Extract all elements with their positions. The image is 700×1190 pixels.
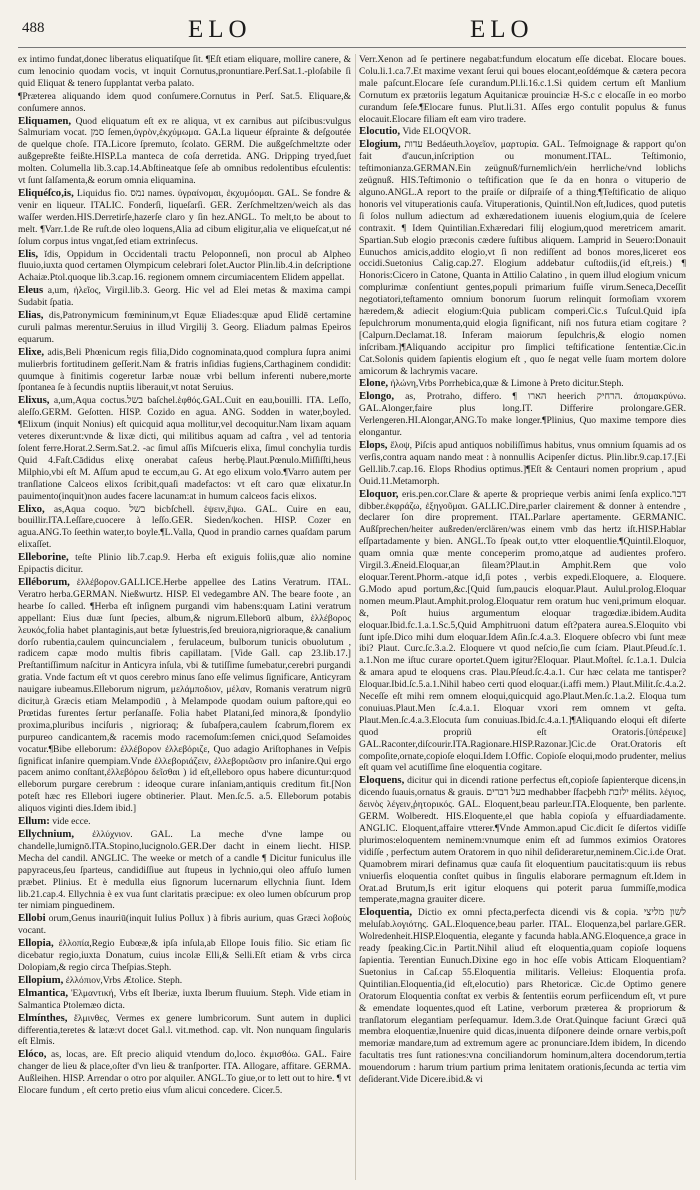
entry-text: a,um, ἠλεῖος, Virgil.lib.3. Georg. Hic vel ad Elei metas & maxima campi Sudabit ſpatia. xyxy=(18,285,351,309)
dictionary-entry xyxy=(18,1049,351,1097)
headword: Elis, xyxy=(18,247,39,260)
entry-text: ἕλμινθες, Vermes ex genere lumbricorum. Sunt autem in duplici differentia,teretes & latæ:vt docet Gal.l. vit.method. cap. vlt. Non nunquam ſingularis eſt Elmis. xyxy=(18,1012,351,1048)
entry-text: ex intimo fundat,donec liberatus eliquatiſque ſit. ¶Eſt etiam eliquare, mollire canere, & cum lenocinio quodam vocis, vt inquit Cornutus,pronuntiare.Perſ.Sat.1.-ploſabile ſi quid Eliquat & tenero ſupplantat verba palato. xyxy=(18,54,351,89)
entry-text: ἐλλοπία,Regio Eubœæ,& ipſa inſula,ab Ellope Iouis filio. Sic etiam ſic dicebatur regio,iuxta Donatum, cuius incolæ Elli,& Selli.Eſt etiam & vrbs circa Dolopiam,& regio circa Theſpias.Steph. xyxy=(18,938,351,973)
dictionary-entry xyxy=(18,310,351,346)
headword: Elmantica, xyxy=(18,986,69,999)
entry-text: Dictio ex omni pfecta,perfecta dicendi vis & copia. לשון מליצי meluſab.λογιότης. GAL.Eloquence,beau parler. ITAL. Eloquenza,bel parlare.GER. Wolredenheit.HISP.Eloquentia, elegante y facunda habla.ANG.Eloquence,a grace in ready ſpeaking.Cic.in Partit.Nihil aliud eſt eloquentia,quam copioſe loquens ſapientia. Terentian Eunuch.Dixine ego in hoc eſſe vobis Atticam Eloquentiam? Suetonius in Caſ.cap 55.Eloquentia militaris. Velleius: Eloquentia profa. Quintilian.Eloquentia,(id eſt,elocutio) pars Rhetoricæ. Cic.de Optimo genere Oratorum Eloquentia conſtat ex verbis & ſententiis eorum perfiicendum eſt, vt pure & emendate loquentes,quod eſt Latine, verborum præterea & propriorum & tranſlatorum elegantiam perſequamur. Idem.3.de Orat.Quinque faciunt Græci quā membra eloquentiæ,Inuenire quid dicas,inuenta diſponere deinde ornare verbis,poſt memoriæ mandare,tum ad extremum agere ac pronunciare.Idem ibidem, In dicendo facultatis tres ſunt rationes:vna conciliandorum hominum,altera docendorum,tertia mouendorum : harum trium partium prima lenitatem orationis,ſecunda ac tertia vim deſiderant.Vide Dicere.ibid.& vi xyxy=(359,907,686,1086)
entry-text: ἔλοψ, Piſcis apud antiquos nobiliſſimus habitus, vnus omnium ſquamis ad os verſis,contra aquam nando meat : à nonnullis Acipenſer dictus. Plin.libr.9.cap.17.[Ei Gell.lib.7.cap.16. Elops Rhodius optimus.]¶Eſt & Centauri nomen proprium , apud Ouid.11.Metamorph. xyxy=(359,440,686,487)
dictionary-entry xyxy=(18,913,351,937)
headword: Elongo, xyxy=(359,390,395,403)
entry-text: ĭdis, Oppidum in Occidentali tractu Peloponneſi, non procul ab Alpheo fluuio,iuxta quod certamen Olympicum celebrari ſolet.Auctor Plin.lib.4.in deſcriptione Achaiæ.Ptol.quoque lib.3.cap.16. regionem omnem circumiacentem Elidem appellat. xyxy=(18,248,351,284)
headword: Elops, xyxy=(359,439,388,451)
dictionary-entry xyxy=(359,391,686,439)
dictionary-entry xyxy=(359,378,686,390)
entry-text: Verr.Xenon ad ſe pertinere negabat:fundum elocatum eſſe dicebat. Elocare boues. Colu.li.1.ca.7.Et maxime vexant ſerui qui boues elocant,eoſdémque & cætera pecora male paſcunt.Elocare ſeſe curandum.Pl.li.16.c.1.Si quidem certum eſt Manlium Cornutum ex prætoriis legatum Aquitanicæ prouinciæ H-S.c c elocaſſe in eo morbo curandum ſeſe.¶Elocare funus. Plut.li.31. Aſſes ergo contulit populus & funus elocauit.Elocare filiam eſt eam viro tradere. xyxy=(359,54,686,125)
entry-text: as, locas, are. Eſt precio aliquid vtendum do,loco. ἐκμισθόω. GAL. Faire changer de lieu & place,oſter d'vn lieu & tranſporter. ITA. Allogare, affitare. GERMA. Außleihen. HISP. Arrendar o otro por alquiler. ANGL.To giue,or to lett out to hire. ¶ vt Elocare fundum , eſt certo pretio eius vſum alicui concedere. Cicer.5. xyxy=(18,1049,351,1097)
headword: Elixo, xyxy=(18,502,45,515)
dictionary-entry xyxy=(359,907,686,1086)
running-head-right: ELO xyxy=(470,16,534,43)
dictionary-entry xyxy=(18,54,351,90)
dictionary-entry xyxy=(359,775,686,906)
headword: Eleus xyxy=(18,284,44,297)
column-divider xyxy=(355,54,356,1180)
page-number: 488 xyxy=(22,20,45,36)
right-column xyxy=(359,54,686,1180)
dictionary-entry xyxy=(18,577,351,815)
entry-text: Quod eliquatum eſt ex re aliqua, vt ex carnibus aut piſcibus:vulgus Salmuriam vocat. סמן ſemen,ὑγρὸν,ἐκχύμωμα. GA.La liqueur éſprainte & deſgoutée de quelque choſe. ITA.Licore ſpremuto, ſcolato. GERM. Die außgeſchmeltzte oder außgepreßte feißte.HISP.La manteca de coſa derretida. ANG. Dripping tryed,ſuet molten. Columella lib.3.cap.14.Abſtineatque ſeſe ab omnibus redolentibus eſculentis: vt ſunt ſalſamenta,& eorum omnia eliquamina. xyxy=(18,115,351,187)
dictionary-entry xyxy=(18,395,351,502)
entry-text: ¶Præterea aliquando idem quod conſumere.Cornutus in Perſ. Sat.5. Eliquare,& conſumere annos. xyxy=(18,90,351,114)
entry-text: ἐλλόπιον,Vrbs Ætolice. Steph. xyxy=(65,974,183,986)
dictionary-entry xyxy=(18,988,351,1012)
entry-text: vide ecce. xyxy=(52,816,91,828)
entry-text: ἑλλέβορον.GALLICE.Herbe appellee des Latins Veratrum. ITAL. Veratro herba.GERMAN. Nießwurtz. HISP. El vedegambre AN. The beare foote , an hearbe ſo called. ¶Herba eſt inſignem purgandi vim habens:quam Latini veratrum appellant: Eius duæ ſunt ſpecies, album,& nigrum.Elleborū album, ἑλλέβορος λευκός,folia habet plantaginis,aut betæ ſyluestris,ſed breuiora,nigrioraque,& canalium dorſo rubentia,caulem quincuncialem , ferulaceum, bulborum tunicis obuolutum , radicem capæ modo multis fibris capillatam. [Vide Gall. cap 23.lib.17.] Preſtantiſſimum naſcitur in Anticyra inſula, vbi & tutiſſime ſumebatur,cerebri purgandi gratia. Vnde factum eſt vt quos cerebro minus ſano eſſe velimus ſignificare, Anticyram nauigare iubeamus.Elleborum nigrum, μελάμποδιον, μέλαν, Romanis veratrum nigrū dicitur,à Græcis etiam Melampodiū , à Melampode quodam ouium paſtore,qui eo Prœtidas furentes ſertur perſanaſſe. Folia habet Platani,ſed minora,& ſpondylio proxima,pluribus inciſuris , nigrioraq; & ſubaſpera,caulem ſcabrum,florem ex purpureo candicantem,& racemis modo racemoſum:ſemen cnici,quod Seſamoides vocatur.¶Bibe elleborum: ἐλλέβορον ἐλλεβόριζε, Quo adagio Ariſtophanes in Veſpis ſignificat inſanire quempiam.Vnde ἐλλεβοριάζειν, ἐλλεβοριῶσιν pro inſanire.Qui ergo pacem animo conſtant,ἐλλεβόρου δεῖσθαι ) id eſt,elleboro opus habere dicuntur:quod elleborum purgare cerebrum : ideoque curare inſaniam,antiquis creditum fit.[Non poteſt hæc res Ellebori iugere obtinerier. Plaut. Men.ſc.5. a.5. Elleborum potabis aliquos viginti dies.Idem ibid.] xyxy=(18,576,351,815)
entry-text: orum,Genus inauriū(inquit Iulius Pollux ) à fibris aurium, quas Græci λοβοὺς vocant. xyxy=(18,913,351,937)
headword: Ellopium, xyxy=(18,973,64,986)
dictionary-entry xyxy=(359,126,686,138)
entry-text: dicitur qui in dicendi ratione perfectus eſt,copioſe ſapienterque dicens,in dicendo ſuauis,ornatus & grauis. בעל דברים medhabber ſfacþebh ילזבת mélits. λέγιος, δεινὸς λέγειν,ῥητορικός. GAL. Eloquent,beau parleur.ITA.Eloquente, ben parlente. GERM. Wolberedt. HIS.Eloquente,el que habla copioſa y eſfuardiadamente. ANGLIC. Eloquent,affaire vtterer.¶Vnde Ammon.apud Cic.dicit ſe diſertos vidiſſe plurimos:eloquentem neminem:vnumque enim eſt ad ſummos eximios Oratores vidiſſe , perfectum autem Oratorem in quo nihil deſideraretur,neminem.Cic.i.de Orat. Quamobrem mirari definamus quæ cauſa ſit eloquentium paucitatis:quum iis rebus vniuerſis eloquentia conſtet quibus in ſingulis elaborare permagnum eſt.Idem in Orat.ad Brutum,Is erit igitur eloquens qui poterit parua ſummiſſe,modica temperate,magna grauiter dicere. xyxy=(359,775,686,906)
dictionary-entry xyxy=(18,116,351,187)
entry-text: ἠλώνη,Vrbs Porrhebica,quæ & Limone à Preto dicitur.Steph. xyxy=(390,378,624,390)
headword: Elleborine, xyxy=(18,551,69,564)
headword: Eliquéſco,is, xyxy=(18,186,74,199)
headword: Elone, xyxy=(359,377,389,390)
headword: Eloquens, xyxy=(359,774,405,787)
headword: Elixe, xyxy=(18,345,45,358)
dictionary-entry xyxy=(359,139,686,377)
headword: Elixus, xyxy=(18,394,50,407)
headword: Elogium, xyxy=(359,138,401,151)
dictionary-entry xyxy=(18,504,351,552)
headword: Ellobi xyxy=(18,912,46,925)
dictionary-entry xyxy=(18,285,351,309)
entry-text: adis,Beli Phœnicum regis filia,Dido cognominata,quod complura ſupra animi mulierbris fortitudinem geſſerit.Nam & fratris inſidias fugiens,Carthaginem condidit: quumque à finitimis cogeretur Iarbæ nouæ vrbi bellum inferenti nubere,morte ſpontanea ſe à ſecundis nuptiis liberauit,vt notat Seruius. xyxy=(18,346,351,394)
headword: Elias, xyxy=(18,309,44,322)
headword: Eloquentia, xyxy=(359,906,413,919)
headword: Elléborum, xyxy=(18,575,70,588)
dictionary-entry xyxy=(359,54,686,125)
dictionary-entry xyxy=(18,552,351,576)
dictionary-entry xyxy=(18,975,351,987)
dictionary-entry xyxy=(18,188,351,248)
dictionary-entry xyxy=(359,489,686,775)
dictionary-entry xyxy=(18,91,351,115)
entry-text: eris.pen.cor.Clare & aperte & proprieque verbis animi ſenſa explico.דבר dibber.ἐκφράζω, ἐξηγοῦμαι. GALLIC.Dire,parler clairement & donner à entendre , declarer ſon dire proprement. ITAL.Parlare apertamente. GERMANIC. Außſprechen/heiter außreden/erclären/was einem vmb das hertz iſt.HISP.Hablar eſſpartadamente y bien. ANGL.To ſpeak out,to vtter eloquentlie.¶Quintil.Eloquor, quam omnia quæ mente conceperim promo,atque ad audientes profero. Virgil.3.Æneid.Eloquar,an ſileam?Plaut.in Amphit.Rem que volo eloquar.Terent.Phorm.-atque id,ſi potes , verbis expedi.Eloquere, a. Eloquere. G.Modo apud portum,&c.[Quid ſum,paucis eloquar.Plaut. Aulul.prolog.Eloquar nomen meum.Plaut.Amphit.prolog.Eloquatur rem oratum huc veni,primum eloquar. &, Poſt huius argumentum eloquar tragœdiæ.ibidem.Audita eloquar.Ibid.fc.1.a.1.Sc.5,Quid Amphitruoni datum eſt?patera aurea.S.Eloquito vbi ſunt ipſe.Dico mihi dum eloquar.Idem Aſin.ſc.4.a.3. Eloquere obſecro vbi ſunt meæ ibi? Plaut. Curc.ſc.3.a.2. Eloquere vt quod neſcio,ſie cum ſciam. Plaut.Pſeud.ſc.1. a.1.Non me iſtuc curare oportet.Quem igitur?Eloquar. Plaut.Moſtel. ſc.1.a.1. Dulcia & amara apud te eloquens cras. Plau.Pſeud.ſc.4.a.1. Cur hæc celata me tantisper?Eloquar.Ibid.ſc.5.a.1.Nihil habeo certi quod eloquar.(i.affi mem.) Plaut.Milit.ſc.4.a.2. Neceſſe eſt mihi rem omnem eloqui,quicquid ago.Plaut.Men.ſc.1.a.2. Eloqua tum conuiuas.Plaut.Men ſc.4.a.1. Eloquar vxori rem omnem vt geſta. Plaut.Men.ſc.4.a.3.Elocuta ſum conuiuas.Ibid.ſc.4.a.1.]¶Aliquando eloqui eſt diſerte quod propriũ eſt Oratoris.[ὑπέρεικε] GAL.Raconter,diſcourir.ITA.Ragionare.HISP.Razonar.]Cic.de Orat.Oratoris eſt compoſite,ornate,copioſe eloqui.Idem I.Offic. Copioſe eloqui,modo prudenter, melius eſt quam vel acutiſſime ſine eloquentia cogitare. xyxy=(359,488,686,774)
entry-text: dis,Patronymicum fœmininum,vt Equæ Eliades:quæ apud Elidē certamine curuli palmas merentur.Seruius in illud Virgilij 3. Georg. Eliadum palmas Epeiros equarum. xyxy=(18,310,351,345)
left-column xyxy=(18,54,351,1180)
dictionary-entry xyxy=(18,1013,351,1049)
headword: Elóco, xyxy=(18,1048,47,1061)
dictionary-entry xyxy=(359,440,686,488)
entry-text: a,um,Aqua coctus.בשל baſchel.ἑφθός.GAL.Cuit en eau,bouilli. ITA. Leſſo, aleſſo.GERM. Geſotten. HISP. Cozido en agua. ANG. Sodden in water,boyled. ¶Elixum (inquit Nonius) eſt quicquid aqua mollitur,vel decoquitur.Nam lixam aquam veteres dixerunt:vnde & lixæ dicti, qui militibus aquam ad caſtra , vel ad tentoria ſolent ferre.Horat.2.Serm.Sat.2. -ac ſimul aſſis Miſcueris elixa, ſimul conchylia turdis Quid 4.Faſt.Cādidus elixę onerabat caſeus herbę.Plaut.Pœnulo.Miſſiſſti,heus Milphio,vbi eſt M. Aſſum apud te eccum,au G. At ego elixum volo.¶Varro autem per tranſlatione Calceos elixos ſcribit,quaſi madefactos: vt eſt caro quæ elixatur.In pauimento(inquit)non audes facere lacunam:at in humum calceos facis elixos. xyxy=(18,395,351,502)
entry-text: teſte Plinio lib.7.cap.9. Herba eſt exiguis foliis,quæ alio nomine Epipactis dicitur. xyxy=(18,552,351,576)
entry-text: Vide ELOQVOR. xyxy=(402,126,472,138)
headword: Ellychnium, xyxy=(18,828,75,840)
headword: Elmínthes, xyxy=(18,1011,68,1024)
headword: Eloquor, xyxy=(359,487,399,500)
dictionary-entry xyxy=(18,816,351,828)
entry-text: Ἐλμαντική, Vrbs eſt Iberiæ, iuxta Iberum fluuium. Steph. Vide etiam in Salmantica Ptolemæo dicta. xyxy=(18,987,351,1011)
headword: Elocutio, xyxy=(359,125,401,138)
dictionary-entry xyxy=(18,829,351,912)
entry-text: as,Aqua coquo. בשל bicbſchell. ἑψειν,ἕψω. GAL. Cuire en eau, bouillir.ITA.Leſſare,cuocere à leſſo.GER. Sieden/kochen. HISP. Cozer en agua.ANG.To ſeethin water,to boyle.¶L.Valla, Quod in prandio carnes quaſdam parum elixaſſet. xyxy=(18,503,351,551)
entry-text: עדות Bedáeuth.λογεῖον, μαρτυρία. GAL. Teſmoignage & rapport qu'on fait d'aucun,inſcription ou monument.ITAL. Teſtimonio, teſtimonianza.GERMAN.Ein zeügnuß/furnemlich/ein herrliche/vnd loblichs zeügnuß. HIS.Teſtimonio o teſtification que ſe da en honra o vituperio de alguno.ANGL.A report to the praiſe or diſpraiſe of a thing.¶Teſtificatio de aliquo honoris vel vituperationis cauſa. Vituperationis, Quintil.Non eſt,Iudices, quod putetis ſi ſolos nullum adiectum ad exhæredationem iuuenis elogium,quia de ſcelere contraxit. ¶ Idem Quintilian.Exhæredari filij elogium,quod meretricem amarit. Spartian.Sub elogio præconis cædere ſuſtibus aliquem. Lamprid in Seuero:Donauit Eunuchos amicis,addito elogio,vt ſi non rediſſent ad bonos mores,liceret eos occidi.Suetonius Calig.cap.27. Elogium addebatur cuſtodiis,(id eſt,reis.) ¶ Honoris:Cicero in Catone, Quanta in Attilio Calatino , in quem illud elogium vnicum complurimæ conſentiunt gentes,populi primarium fuiſſe virum.Seneca,Deceſſit negotiatori,teſtamento omnium bonorum ſuorum relinquit ſormoſiam vxorem hæredem,& adiecit elogium:Quia publicam comperi.Cic.s Tuſcul.Quid ipſa ſepulchrorum monumenta,quid elogia ſignificant, niſi nos futura etiam cogitare ? [Calpurn.Declamat.18. Inferam maiorum ſepulchris,& elogio nomen inſcribam.]¶Aliquando accipitur pro ſimplici teſtificatione ſententiæ.Cic.in Cat.Solonis quidem ſapientis elogium eſt , quo ſe negat velle ſuam mortem dolore amicorum & lachrymis vacare. xyxy=(359,139,686,377)
headword: Ellopia, xyxy=(18,937,54,950)
dictionary-entry xyxy=(18,249,351,285)
entry-text: as, Protraho, differo. ¶ הארו heerich הרחיק. ἀπομακρύνω. GAL.Alonger,faire plus long.IT. Differire prolongare.GER. Verlengeren.HI.Alongar,ANG.To make longer.¶Plinius, Quo maxime tempore dies elongantur. xyxy=(359,391,686,439)
dictionary-entry xyxy=(18,347,351,395)
headword: Ellum: xyxy=(18,815,50,828)
running-head-left: ELO xyxy=(188,16,252,43)
headword: Eliquamen, xyxy=(18,114,72,127)
dictionary-entry xyxy=(18,938,351,974)
entry-text: Liquidus fio. נמס names. ὑγραίνομαι, ἐκχυμόομαι. GAL. Se fondre & venir en liqueur. ITALIC. Fonderſi, liqueſarſi. GER. Zerſchmeltzen/weich als das waſſer werden.HIS.Derretirſe,hazerſe claro y ſin hez.ANGL. To melt,to be about to melt. ¶Varr.1.de Re ruſt.de oleo loquens,Alia ad cibum eligitur,alia ve eliqueſcat,ut né ſolum corpus intus vngat,ſed etiam extrinſecus. xyxy=(18,187,351,247)
header-rule xyxy=(18,47,686,48)
entry-text: ἐλλύχνιον. GAL. La meche d'vne lampe ou chandelle,lumignō.ITA.Stopino,lucignolo.GER.Der dacht in einem liecht. HISP. Mecha del candil. ANGLIC. The weeke or metch of a candle ¶ Dicitur funiculus ille papyraceus,ſeu ſparteus, candidiſſiue aut ſtupeus in lychnio,qui oleo affuſo lumen præbet. Plinius. Et è medulla eius ſignorum lucernarum ellychnia ſiunt. Idem lib.21.cap.4. Ellychnia è ex vua ſunt claritatis præcipue: ex oleo lumen obſcurum prop ter nimiam pinguedinem. xyxy=(18,829,351,912)
